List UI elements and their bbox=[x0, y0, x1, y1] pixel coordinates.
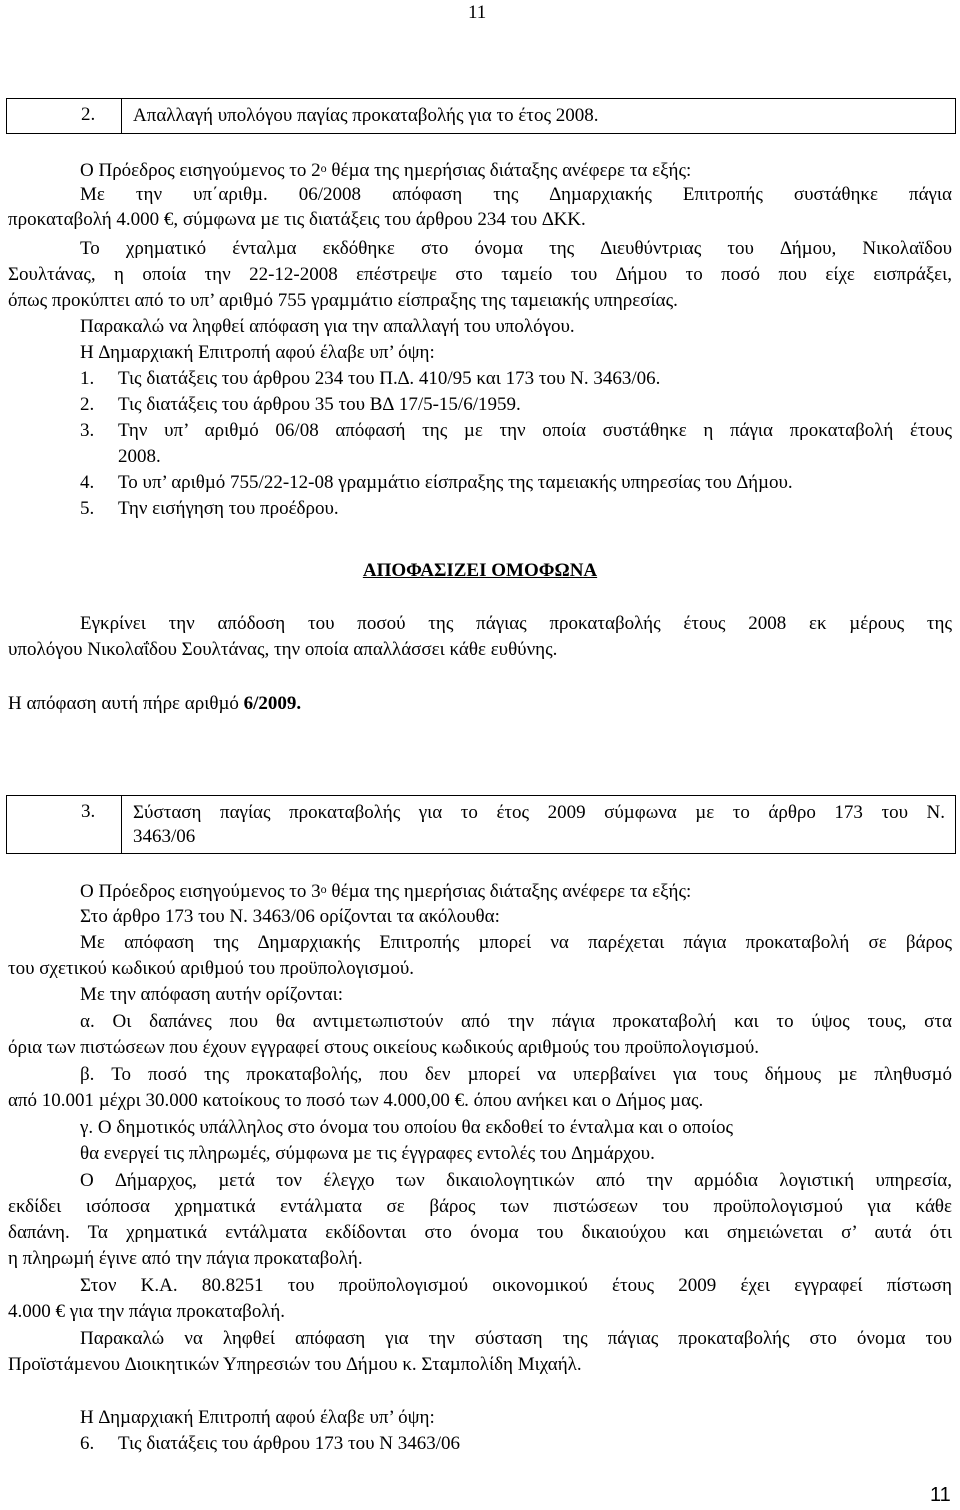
clause-b-line-2: από 10.001 µέχρι 30.000 κατοίκους το ποσό των 4.000,00 €. όπου ανήκει και ο ∆ήµος µας. bbox=[8, 1090, 704, 1111]
section-2-paragraph-2-line-3: όπως προκύπτει από το υπ’ αριθµό 755 γραµµάτιο είσπραξης της ταµειακής υπηρεσίας. bbox=[8, 290, 678, 311]
item-6-number: 6. bbox=[80, 1433, 95, 1454]
item-3-continuation: 2008. bbox=[118, 446, 161, 467]
page-number-bottom: 11 bbox=[930, 1484, 951, 1506]
section-3-decision-line-1: Με απόφαση της ∆ηµαρχιακής Επιτροπής µπορεί να παρέχεται πάγια προκαταβολή σε βάρος bbox=[80, 932, 952, 953]
mayor-line-4: η πληρωµή έγινε από την πάγια προκαταβολή. bbox=[8, 1248, 363, 1269]
section-2-header bbox=[6, 98, 956, 134]
section-3-intro: Ο Πρόεδρος εισηγούµενος το $3^o$ θέµα της ηµερήσιας διάταξης ανέφερε τα εξής: bbox=[80, 881, 692, 902]
item-6-text: Τις διατάξεις του άρθρου 173 του Ν 3463/06 bbox=[118, 1433, 461, 1454]
section-2-number-cell bbox=[7, 99, 122, 133]
section-2-request: Παρακαλώ να ληφθεί απόφαση για την απαλλαγή του υπολόγου. bbox=[80, 316, 575, 337]
section-3-defined: Με την απόφαση αυτήν ορίζονται: bbox=[80, 984, 344, 1005]
clause-a-line-1: α. Οι δαπάνες που θα αντιµετωπιστούν από την πάγια προκαταβολή και το ύψος τους, στα bbox=[80, 1011, 952, 1032]
item-3-number: 3. bbox=[80, 420, 95, 441]
mayor-line-2: εκδίδει ισόποσα χρηµατικά εντάλµατα σε βάρος των πιστώσεων του προϋπολογισµού για κάθε bbox=[8, 1196, 952, 1217]
page-number-top: 11 bbox=[468, 2, 487, 23]
request-line-2: Προϊστάµενου ∆ιοικητικών Υπηρεσιών του ∆ήµου κ. Σταµπολίδη Μιχαήλ. bbox=[8, 1354, 582, 1375]
decision-line-1: Εγκρίνει την απόδοση του ποσού της πάγιας προκαταβολής έτους 2008 εκ µέρους της bbox=[80, 613, 952, 634]
ka-line-2: 4.000 € για την πάγια προκαταβολή. bbox=[8, 1301, 286, 1322]
section-2-title: Απαλλαγή υπολόγου παγίας προκαταβολής για το έτος 2008. bbox=[133, 105, 599, 126]
item-3-text: Την υπ’ αριθµό 06/08 απόφασή της µε την οποία συστάθηκε η πάγια προκαταβολή έτους bbox=[118, 420, 952, 441]
item-5-number: 5. bbox=[80, 498, 95, 519]
section-2-committee: Η ∆ηµαρχιακή Επιτροπή αφού έλαβε υπ’ όψη: bbox=[80, 342, 435, 363]
section-3-number-cell bbox=[7, 796, 122, 853]
mayor-line-3: δαπάνη. Τα χρηµατικά εντάλµατα εκδίδονται στο όνοµα του δικαιούχου και σηµειώνεται σ’ αυτά ότι bbox=[8, 1222, 952, 1243]
item-2-number: 2. bbox=[80, 394, 95, 415]
ka-line-1: Στον Κ.Α. 80.8251 του προϋπολογισµού οικονοµικού έτους 2009 έχει εγγραφεί πίστωση bbox=[80, 1275, 952, 1296]
section-2-paragraph-2-line-1: Το χρηµατικό ένταλµα εκδόθηκε στο όνοµα της ∆ιευθύντριας του ∆ήµου, Νικολαϊδου bbox=[80, 238, 952, 259]
section-3-decision-line-2: του σχετικού κωδικού αριθµού του προϋπολογισµού. bbox=[8, 958, 414, 979]
item-1-text: Τις διατάξεις του άρθρου 234 του Π.∆. 410/95 και 173 του Ν. 3463/06. bbox=[118, 368, 661, 389]
section-3-article: Στο άρθρο 173 του Ν. 3463/06 ορίζονται τα ακόλουθα: bbox=[80, 906, 500, 927]
decision-line-2: υπολόγου Νικολαΐδου Σουλτάνας, την οποία απαλλάσσει κάθε ευθύνης. bbox=[8, 639, 558, 660]
clause-a-line-2: όρια των πιστώσεων που έχουν εγγραφεί στους οικείους κωδικούς αριθµούς του προϋπολογισµού. bbox=[8, 1037, 759, 1058]
section-2-number: 2. bbox=[81, 104, 96, 125]
section-3-header bbox=[6, 795, 956, 854]
section-2-paragraph-1-line-2: προκαταβολή 4.000 €, σύµφωνα µε τις διατάξεις του άρθρου 234 του ∆ΚΚ. bbox=[8, 209, 586, 230]
request-line-1: Παρακαλώ να ληφθεί απόφαση για την σύσταση της πάγιας προκαταβολής στο όνοµα του bbox=[80, 1328, 952, 1349]
clause-c-line-2: θα ενεργεί τις πληρωµές, σύµφωνα µε τις έγγραφες εντολές του ∆ηµάρχου. bbox=[80, 1143, 655, 1164]
item-2-text: Τις διατάξεις του άρθρου 35 του Β∆ 17/5-15/6/1959. bbox=[118, 394, 521, 415]
item-4-text: Το υπ’ αριθµό 755/22-12-08 γραµµάτιο είσπραξης της ταµειακής υπηρεσίας του ∆ήµου. bbox=[118, 472, 793, 493]
section-3-number: 3. bbox=[81, 801, 96, 822]
item-4-number: 4. bbox=[80, 472, 95, 493]
section-2-intro: Ο Πρόεδρος εισηγούµενος το $2^o$ θέµα της ηµερήσιας διάταξης ανέφερε τα εξής: bbox=[80, 160, 692, 181]
mayor-line-1: Ο ∆ήµαρχος, µετά τον έλεγχο των δικαιολογητικών από την αρµόδια λογιστική υπηρεσία, bbox=[80, 1170, 952, 1191]
decision-number: 6/2009. bbox=[243, 693, 302, 714]
section-2-paragraph-1-line-1: Με την υπ΄αριθµ. 06/2008 απόφαση της ∆ηµαρχιακής Επιτροπής συστάθηκε πάγια bbox=[80, 184, 952, 205]
section-2-paragraph-2-line-2: Σουλτάνας, η οποία την 22-12-2008 επέστρεψε στο ταµείο του ∆ήµου το ποσό που είχε εισπράξει, bbox=[8, 264, 952, 285]
section-3-title: Σύσταση παγίας προκαταβολής για το έτος 2009 σύµφωνα µε το άρθρο 173 του Ν. 3463/06 bbox=[133, 802, 945, 847]
decision-number-line: Η απόφαση αυτή πήρε αριθµό 6/2009. bbox=[8, 693, 302, 714]
section-3-committee: Η ∆ηµαρχιακή Επιτροπή αφού έλαβε υπ’ όψη: bbox=[80, 1407, 435, 1428]
item-1-number: 1. bbox=[80, 368, 95, 389]
clause-c-line-1: γ. Ο δηµοτικός υπάλληλος στο όνοµα του οποίου θα εκδοθεί το ένταλµα και ο οποίος bbox=[80, 1117, 733, 1138]
decision-heading: ΑΠΟΦΑΣΙΖΕΙ ΟΜΟΦΩΝΑ bbox=[362, 560, 598, 581]
item-5-text: Την εισήγηση του προέδρου. bbox=[118, 498, 339, 519]
clause-b-line-1: β. Το ποσό της προκαταβολής, που δεν µπορεί να υπερβαίνει για τους δήµους µε πληθυσµό bbox=[80, 1064, 952, 1085]
